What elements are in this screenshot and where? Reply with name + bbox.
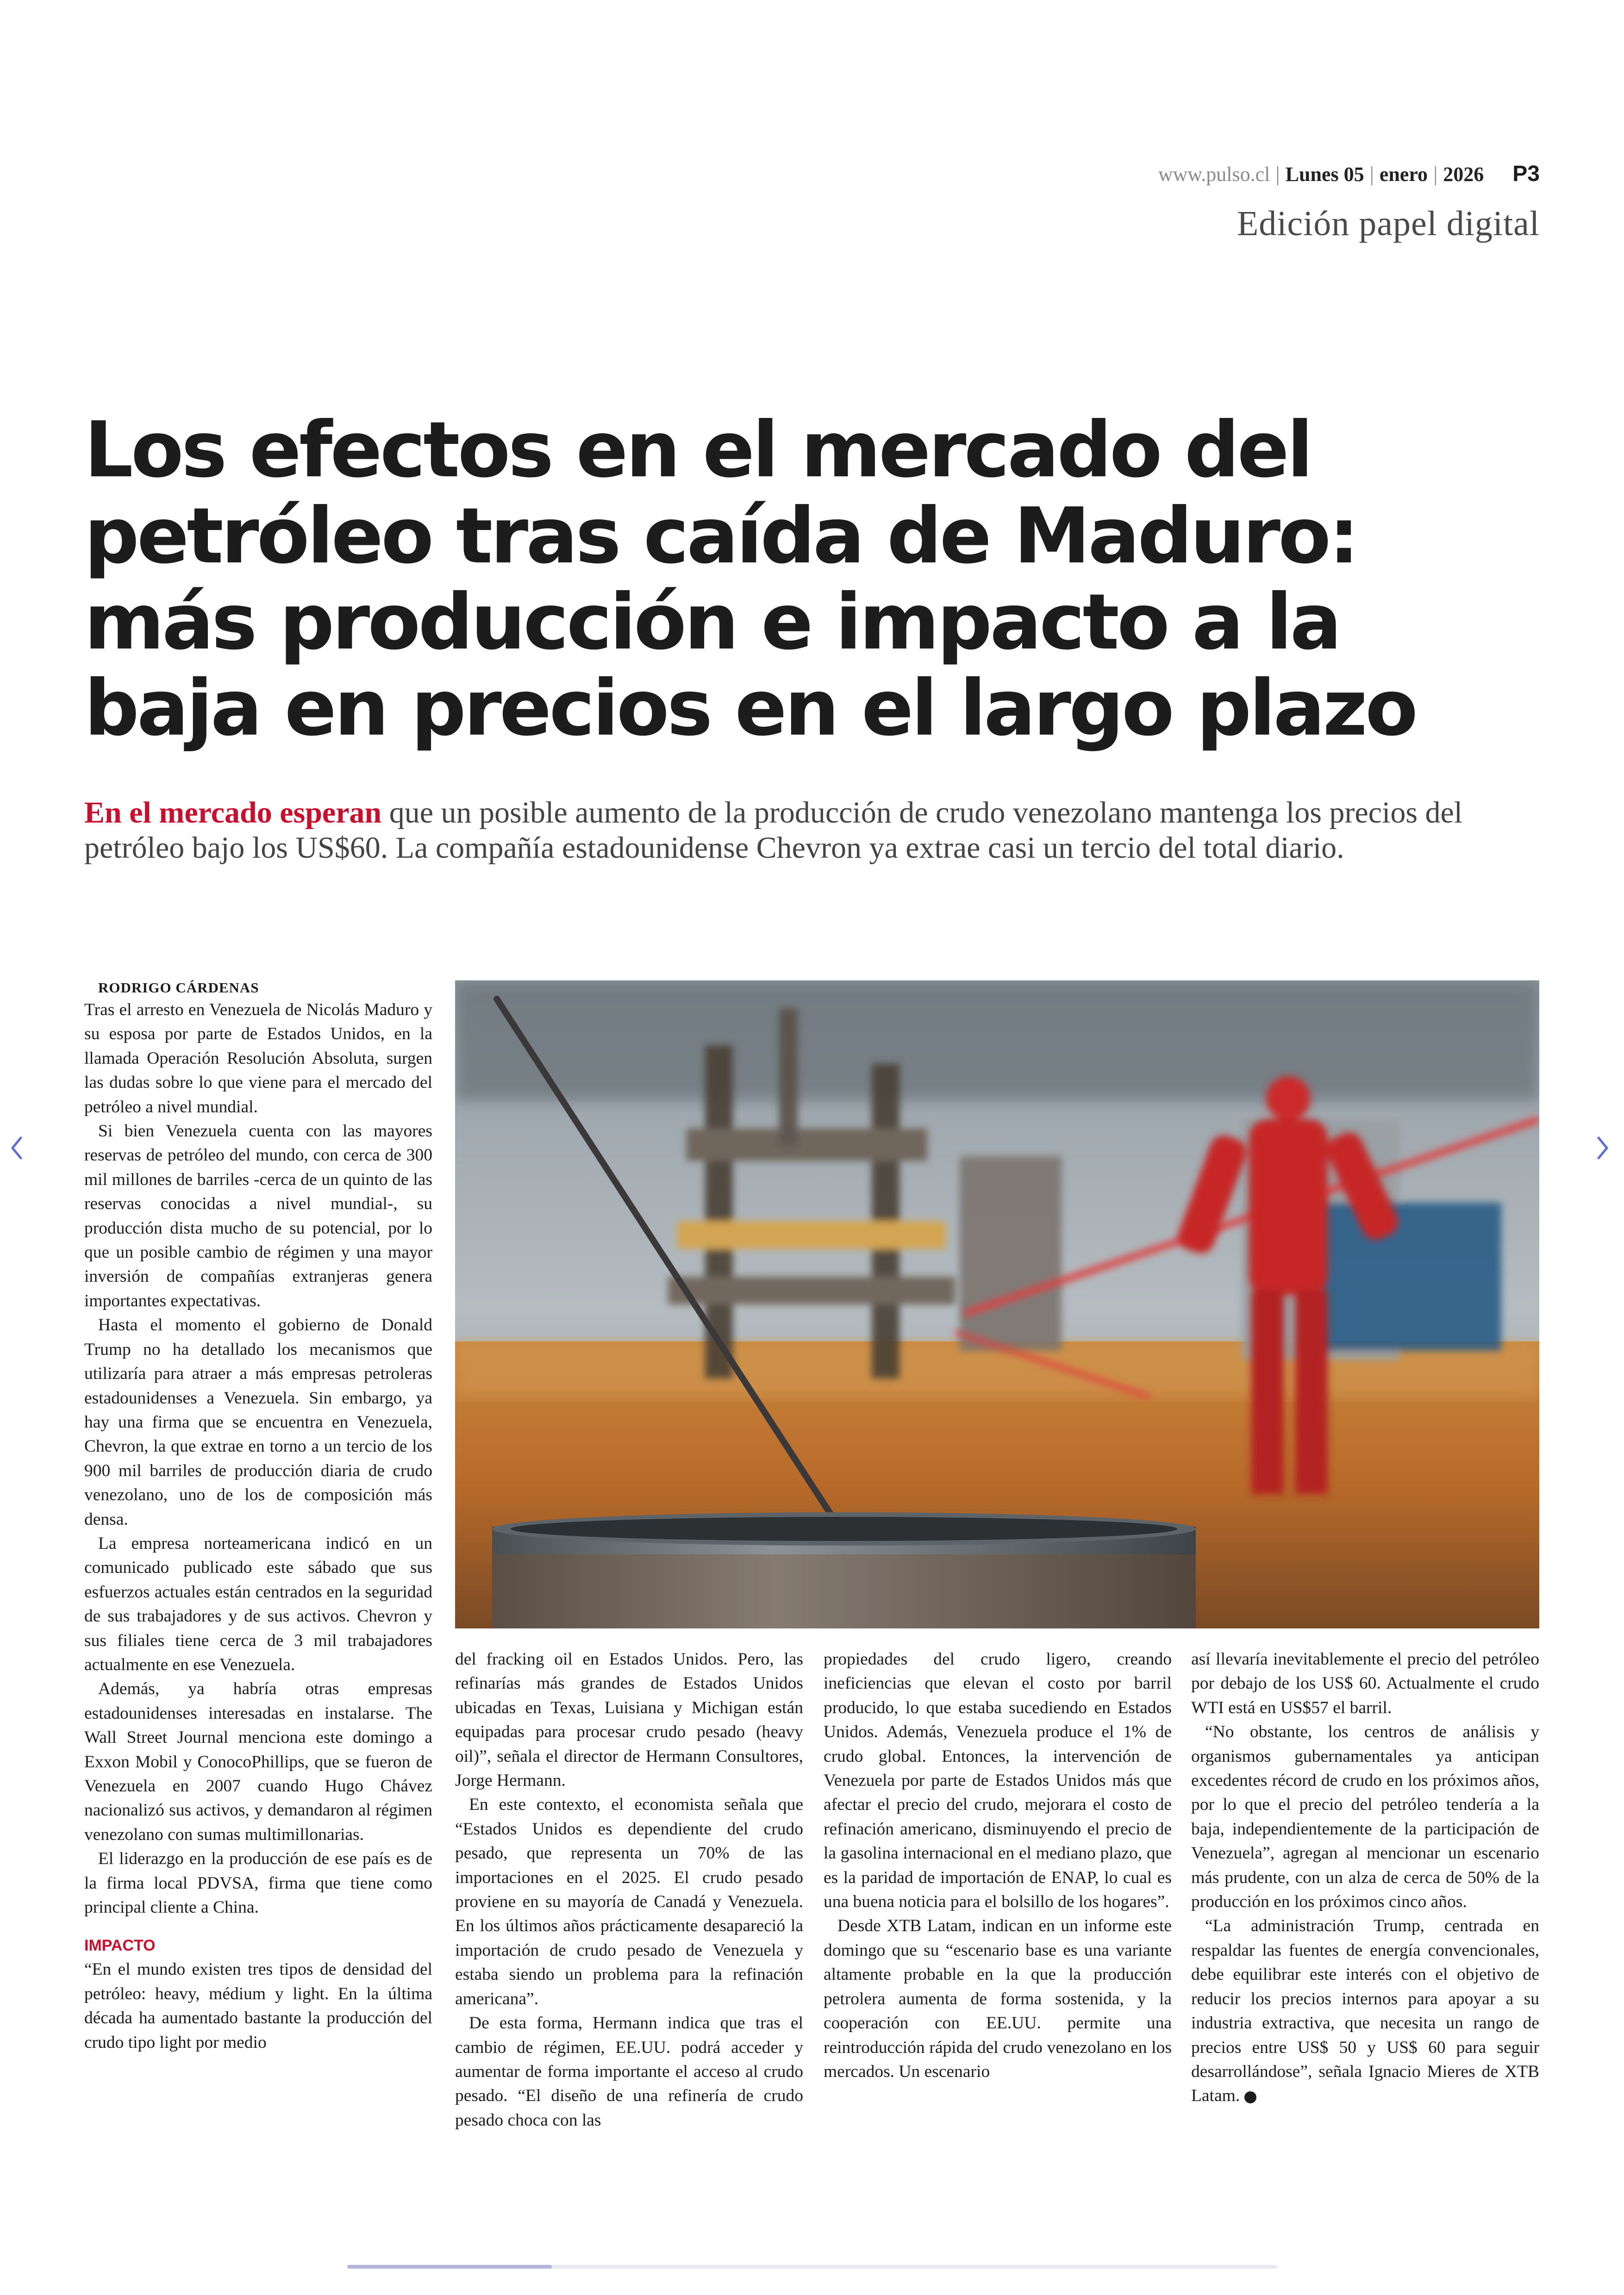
paragraph-last [1191,1914,1539,2108]
page-scroll-indicator[interactable] [347,2265,1278,2269]
header-month: enero [1379,163,1428,186]
site-url[interactable]: www.pulso.cl [1158,163,1270,186]
page-number: P3 [1512,162,1540,186]
header-year: 2026 [1443,163,1484,186]
paragraph: En este contexto, el economista señala que “Estados Unidos es dependiente del crudo pesado, que representa un 70% de las importaciones en el 2025. El crudo pesado proviene en su mayoría de Canadá y Venezuela. En los últimos años prácticamente desapareció la importación de crudo pesado de Venezuela y estaba siendo un problema para la refinación americana”. [455,1795,803,2008]
paragraph: Hasta el momento el gobierno de Donald Trump no ha detallado los mecanismos que utilizaría para atraer a más empresas petroleras estadounidenses a Venezuela. Sin embargo, ya hay una firma que se encuentra en Venezuela, Chevron, la que extrae en torno a un tercio de los 900 mil barriles de producción diaria de crudo venezolano, uno de los de composición más densa. [84,1316,432,1529]
paragraph: De esta forma, Hermann indica que tras el cambio de régimen, EE.UU. podrá acceder y aumentar de forma importante el acceso al crudo pesado. “El diseño de una refinería de crudo pesado choca con las [455,2014,803,2130]
subheading-impacto: IMPACTO [84,1937,156,1955]
deck-lead: En el mercado esperan [84,796,382,829]
paragraph: “No obstante, los centros de análisis y organismos gubernamentales ya anticipan excedentes récord de crudo en los próximos años, por lo que el precio del petróleo tendería a la baja, independientemente de la participación de Venezuela”, agregan al mencionar un escenario más prudente, con un alza de cerca de 50% de la producción en los próximos cinco años. [1191,1722,1539,1912]
header-separator: | [1433,162,1438,186]
paragraph: Desde XTB Latam, indican en un informe este domingo que su “escenario base es una variante altamente probable en la que la producción petrolera aumenta de forma sostenida, y la cooperación con EE.UU. permite una reintroducción rápida del crudo venezolano en los mercados. Un escenario [824,1916,1172,2081]
header-separator: | [1275,162,1280,186]
article-headline: Los efectos en el mercado del petróleo tras caída de Maduro: más producción e impacto a la baja en precios en el largo plazo [84,405,1416,753]
paragraph: “En el mundo existen tres tipos de densidad del petróleo: heavy, médium y light. En la última década ha aumentado bastante la producción del crudo tipo light por medio [84,1960,432,2052]
column-2 [455,1647,803,2133]
paragraph: Si bien Venezuela cuenta con las mayores reservas de petróleo del mundo, con cerca de 300 mil millones de barriles -cerca de un quinto de las reservas conocidas a nivel mundial-, su producción dista mucho de su potencial, por lo que un posible cambio de régimen y una mayor inversión de compañías extranjeras genera importantes expectativas. [84,1122,432,1310]
chevron-left-icon [10,1136,24,1160]
paragraph: La empresa norteamericana indicó en un comunicado publicado este sábado que sus esfuerzos actuales están centrados en la seguridad de sus trabajadores y de sus activos. Chevron y sus filiales tiene cerca de 3 mil trabajadores actualmente en ese Venezuela. [84,1534,432,1674]
paragraph-text: “La administración Trump, centrada en respaldar las fuentes de energía convencionales, debe equilibrar este interés con el objetivo de reducir los precios internos para apoyar a su industria extractiva, que necesita un rango de precios entre US$ 50 y US$ 60 para seguir desarrollándose”, señala Ignacio Mieres de XTB Latam. [1191,1916,1539,2106]
paragraph: Además, ya habría otras empresas estadounidenses interesadas en instalarse. The Wall Street Journal menciona este domingo a Exxon Mobil y ConocoPhillips, que se fueron de Venezuela en 2007 cuando Hugo Chávez nacionalizó sus activos, y demandaron al régimen venezolano con sumas multimillonarias. [84,1679,432,1844]
byline: RODRIGO CÁRDENAS [98,979,259,996]
column-1 [84,978,432,2055]
chevron-right-icon [1596,1136,1610,1160]
paragraph: del fracking oil en Estados Unidos. Pero, las refinarías más grandes de Estados Unidos ubicadas en Texas, Luisiana y Michigan están equipadas para procesar crudo pesado (heavy oil)”, señala el director de Hermann Consultores, Jorge Hermann. [455,1650,803,1790]
deck-text: que un posible aumento de la producción de crudo venezolano mantenga los precios del petróleo bajo los US$60. La compañía estadounidense Chevron ya extrae casi un tercio del total diario. [84,796,1463,865]
edition-label: Edición papel digital [1237,204,1540,243]
column-3 [824,1647,1172,2084]
header-day: Lunes 05 [1285,163,1364,186]
paragraph: así llevaría inevitablemente el precio del petróleo por debajo de los US$ 60. Actualmente el crudo WTI está en US$57 el barril. [1191,1650,1539,1717]
paragraph: propiedades del crudo ligero, creando ineficiencias que elevan el costo por barril producido, lo que estaba sucediendo en Estados Unidos. Además, Venezuela produce el 1% de crudo global. Entonces, la intervención de Venezuela por parte de Estados Unidos más que afectar el precio del crudo, mejorara el costo de refinación americano, disminuyendo el precio de la gasolina internacional en el mediano plazo, que es la paridad de importación de ENAP, lo cual es una buena noticia para el bolsillo de los hogares”. [824,1650,1172,1912]
article-body [84,978,1539,2135]
next-page-button[interactable] [1593,1134,1612,1162]
paragraph: El liderazgo en la producción de ese país es de la firma local PDVSA, firma que tiene como principal cliente a China. [84,1849,432,1917]
previous-page-button[interactable] [7,1134,26,1162]
column-4 [1191,1647,1539,2108]
article-deck [84,795,1473,866]
end-mark-icon [1244,2091,1256,2103]
page-scroll-thumb[interactable] [347,2265,552,2269]
header-separator: | [1369,162,1374,186]
page-header [1158,161,1540,187]
paragraph: Tras el arresto en Venezuela de Nicolás Maduro y su esposa por parte de Estados Unidos, en la llamada Operación Resolución Absoluta, surgen las dudas sobre lo que viene para el mercado del petróleo a nivel mundial. [84,1000,432,1116]
